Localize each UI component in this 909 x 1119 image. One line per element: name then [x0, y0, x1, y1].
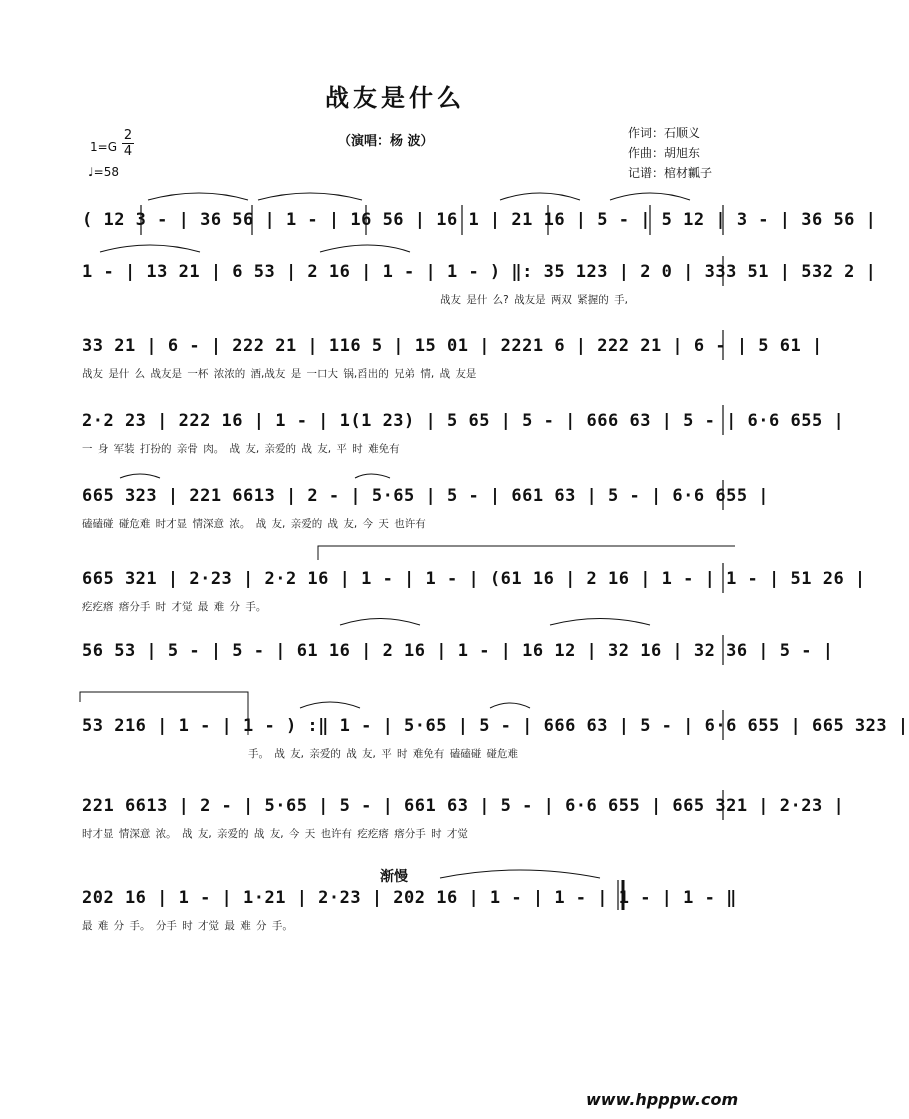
score-system-10-notes: 202 16 | 1 - | 1·21 | 2·23 | 202 16 | 1 - | 1 - | 1 - | 1 - ‖: [82, 888, 737, 908]
score-system-5-lyrics: 磕磕碰 碰危难 时才显 情深意 浓。 战 友, 亲爱的 战 友, 今 天 也许有: [82, 518, 426, 530]
score-system-2-lyrics: 战友 是什 么? 战友是 两双 紧握的 手,: [440, 294, 628, 306]
key-signature: 1=G: [90, 140, 117, 154]
composer-credit: 作曲：胡旭东: [628, 146, 701, 160]
meter-top: 2: [123, 128, 133, 143]
score-system-6-lyrics: 疙疙瘩 瘩分手 时 才觉 最 难 分 手。: [82, 601, 267, 613]
site-watermark: www.hpppw.com: [586, 1090, 739, 1109]
lyricist-credit: 作词：石顺义: [628, 126, 701, 140]
score-system-6-notes: 665 321 | 2·23 | 2·2 16 | 1 - | 1 - | (61 16 | 2 16 | 1 - | 1 - | 51 26 |: [82, 569, 866, 589]
tempo-marking: ♩=58: [88, 165, 119, 179]
score-system-2-notes: 1 - | 13 21 | 6 53 | 2 16 | 1 - | 1 - ) ‖: 35 123 | 2 0 | 333 51 | 532 2 |: [82, 262, 877, 282]
tempo-change-marking: 渐慢: [380, 869, 408, 885]
score-system-4-lyrics: 一 身 军装 打扮的 亲骨 肉。 战 友, 亲爱的 战 友, 平 时 难免有: [82, 443, 400, 455]
score-system-1-notes: ( 12 3 - | 36 56 | 1 - | 16 56 | 16 1 | 21 16 | 5 - | 5 12 | 3 - | 36 56 |: [82, 210, 877, 230]
transcriber-credit: 记谱：棺材瓤子: [628, 166, 713, 180]
score-system-10-lyrics: 最 难 分 手。 分手 时 才觉 最 难 分 手。: [82, 920, 293, 932]
meter-bottom: 4: [123, 144, 133, 159]
score-system-8-notes: 53 216 | 1 - | 1 - ) :‖ 1 - | 5·65 | 5 - | 666 63 | 5 - | 6·6 655 | 665 323 |: [82, 716, 909, 736]
score-system-9-lyrics: 时才显 情深意 浓。 战 友, 亲爱的 战 友, 今 天 也许有 疙疙瘩 瘩分手 时 才觉: [82, 828, 468, 840]
song-title: 战友是什么: [325, 84, 465, 112]
score-system-3-notes: 33 21 | 6 - | 222 21 | 116 5 | 15 01 | 2221 6 | 222 21 | 6 - | 5 61 |: [82, 336, 823, 356]
time-signature: [122, 128, 134, 159]
singer-credit: （演唱：杨 波）: [338, 134, 434, 149]
score-system-4-notes: 2·2 23 | 222 16 | 1 - | 1(1 23) | 5 65 | 5 - | 666 63 | 5 - | 6·6 655 |: [82, 411, 845, 431]
score-system-7-notes: 56 53 | 5 - | 5 - | 61 16 | 2 16 | 1 - | 16 12 | 32 16 | 32 36 | 5 - |: [82, 641, 834, 661]
score-system-5-notes: 665 323 | 221 6613 | 2 - | 5·65 | 5 - | 661 63 | 5 - | 6·6 655 |: [82, 486, 770, 506]
score-system-8-lyrics: 手。 战 友, 亲爱的 战 友, 平 时 难免有 磕磕碰 碰危难: [248, 748, 519, 760]
score-system-3-lyrics: 战友 是什 么 战友是 一杯 浓浓的 酒,战友 是 一口大 锅,舀出的 兄弟 情, 战 友是: [82, 368, 477, 380]
score-system-9-notes: 221 6613 | 2 - | 5·65 | 5 - | 661 63 | 5 - | 6·6 655 | 665 321 | 2·23 |: [82, 796, 845, 816]
